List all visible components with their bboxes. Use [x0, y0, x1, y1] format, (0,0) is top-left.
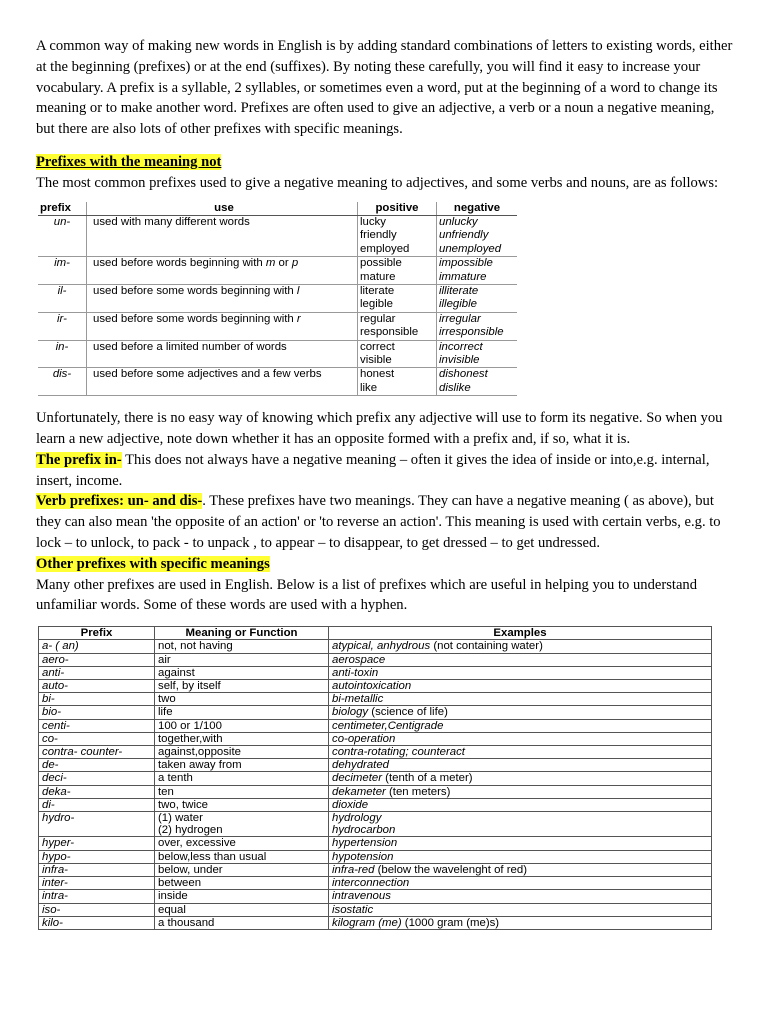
prefix-cell: dis- — [38, 368, 87, 396]
table-row — [39, 812, 712, 837]
example-word: hypotension — [332, 850, 394, 863]
examples-cell — [329, 890, 712, 903]
prefix-in-paragraph — [36, 450, 736, 492]
prefix-cell: a- ( an) — [39, 640, 155, 653]
table-row — [39, 746, 712, 759]
examples-cell — [329, 785, 712, 798]
section-prefixes-not — [36, 152, 736, 173]
table-row — [39, 732, 712, 745]
meaning-text: (1) water — [158, 812, 203, 825]
prefix-cell: iso- — [39, 903, 155, 916]
header-use: use — [87, 202, 358, 216]
meaning-text: a thousand — [158, 916, 215, 929]
table-row — [39, 693, 712, 706]
examples-cell — [329, 693, 712, 706]
section-text: The most common prefixes used to give a negative meaning to adjectives, and some verbs and nouns, are as follows: — [36, 174, 719, 191]
table-row — [39, 916, 712, 929]
example-word: dioxide — [332, 798, 369, 811]
positive-word: mature — [360, 270, 396, 283]
negative-word: illiterate — [439, 285, 479, 298]
header-negative: negative — [437, 202, 518, 216]
example-word: hydrocarbon — [332, 824, 396, 837]
meaning-cell — [155, 706, 329, 719]
example-word: anti-toxin — [332, 666, 379, 679]
example-word: hypertension — [332, 837, 398, 850]
example-word: dehydrated — [332, 759, 389, 772]
verb-prefixes-heading: Verb prefixes: un- and dis- — [36, 493, 203, 510]
prefix-cell: infra- — [39, 863, 155, 876]
negative-word: incorrect — [439, 340, 483, 353]
use-cell: used before some adjectives and a few verbs — [87, 368, 358, 396]
header-prefix: prefix — [38, 202, 87, 216]
examples-cell — [329, 719, 712, 732]
meaning-cell — [155, 798, 329, 811]
negative-word: impossible — [439, 257, 493, 270]
negative-prefix-table — [38, 202, 517, 397]
other-prefixes-text: Many other prefixes are used in English. Below is a list of prefixes which are useful in helping you to understand unfamiliar words. Some of these words are used with a hyphen. — [36, 576, 698, 614]
meaning-cell — [155, 666, 329, 679]
use-letter: l — [296, 285, 300, 298]
negative-cell — [437, 340, 518, 368]
table-row — [39, 653, 712, 666]
use-letter: p — [291, 257, 299, 270]
meaning-text: two, twice — [158, 798, 209, 811]
meaning-cell — [155, 680, 329, 693]
table-row — [38, 285, 517, 313]
negative-cell — [437, 368, 518, 396]
examples-cell — [329, 680, 712, 693]
example-word: isostatic — [332, 903, 374, 916]
meaning-cell — [155, 693, 329, 706]
meaning-text: against — [158, 666, 195, 679]
examples-cell — [329, 850, 712, 863]
negative-word: irresponsible — [439, 326, 504, 339]
positive-word: friendly — [360, 229, 397, 242]
table-row — [39, 706, 712, 719]
examples-cell — [329, 772, 712, 785]
prefix-cell: bio- — [39, 706, 155, 719]
prefix-cell: inter- — [39, 877, 155, 890]
prefix-cell: hydro- — [39, 812, 155, 837]
meaning-cell — [155, 877, 329, 890]
positive-cell — [358, 312, 437, 340]
meaning-text: below, under — [158, 863, 223, 876]
use-cell — [87, 257, 358, 285]
examples-cell — [329, 812, 712, 837]
prefix-meanings-table — [38, 626, 712, 930]
examples-cell — [329, 666, 712, 679]
example-note: (1000 gram (me)s) — [401, 916, 500, 929]
examples-cell — [329, 732, 712, 745]
prefix-cell: anti- — [39, 666, 155, 679]
other-prefixes-heading-line — [36, 554, 736, 575]
positive-word: literate — [360, 285, 395, 298]
table-row — [38, 215, 517, 256]
meaning-text: air — [158, 653, 171, 666]
prefix-cell: deka- — [39, 785, 155, 798]
table-row — [39, 877, 712, 890]
meaning-cell — [155, 903, 329, 916]
examples-cell — [329, 863, 712, 876]
examples-cell — [329, 746, 712, 759]
prefix-cell: intra- — [39, 890, 155, 903]
positive-word: visible — [360, 354, 392, 367]
use-letter: m — [265, 257, 276, 270]
prefix-cell: il- — [38, 285, 87, 313]
meaning-cell — [155, 890, 329, 903]
prefix-cell: contra- counter- — [39, 746, 155, 759]
example-word: dekameter — [332, 785, 386, 798]
meaning-cell — [155, 640, 329, 653]
verb-prefixes-paragraph — [36, 491, 736, 553]
verb-prefixes-text: . These prefixes have two meanings. They can have a negative meaning ( as above), but they can also mean 'the opposite of an action' or 'to reverse an action'. This meaning is used with certain verbs, e.g. to lock – to unlock, to pack - to unpack , to appear – to disappear, to get dressed – to get undressed. — [36, 493, 721, 552]
prefix-cell: kilo- — [39, 916, 155, 929]
negative-word: illegible — [439, 298, 477, 311]
use-cell: used with many different words — [87, 215, 358, 256]
example-word: interconnection — [332, 877, 410, 890]
use-text: or — [275, 257, 292, 270]
meaning-cell — [155, 759, 329, 772]
negative-word: immature — [439, 270, 487, 283]
meaning-cell — [155, 837, 329, 850]
meaning-cell — [155, 785, 329, 798]
negative-word: irregular — [439, 312, 481, 325]
table-row — [39, 850, 712, 863]
other-prefixes-heading: Other prefixes with specific meanings — [36, 555, 270, 572]
meaning-text: life — [158, 706, 173, 719]
table-row — [39, 785, 712, 798]
prefix-cell: bi- — [39, 693, 155, 706]
prefix-cell: deci- — [39, 772, 155, 785]
meaning-text: below,less than usual — [158, 850, 267, 863]
meaning-text: two — [158, 693, 176, 706]
examples-cell — [329, 798, 712, 811]
meaning-cell — [155, 653, 329, 666]
table-row — [39, 666, 712, 679]
example-word: autointoxication — [332, 680, 412, 693]
example-note: (tenth of a meter) — [382, 772, 473, 785]
table-row — [39, 759, 712, 772]
negative-word: dishonest — [439, 368, 488, 381]
positive-cell — [358, 215, 437, 256]
header-meaning: Meaning or Function — [155, 627, 329, 640]
document-page — [36, 36, 736, 930]
table-row — [39, 890, 712, 903]
prefix-cell: auto- — [39, 680, 155, 693]
meaning-text: a tenth — [158, 772, 193, 785]
meaning-text: self, by itself — [158, 680, 221, 693]
use-text: used before some words beginning with — [93, 312, 297, 325]
meaning-cell — [155, 863, 329, 876]
positive-word: lucky — [360, 215, 386, 228]
meaning-cell — [155, 812, 329, 837]
positive-cell — [358, 340, 437, 368]
meaning-cell — [155, 850, 329, 863]
table-row — [38, 312, 517, 340]
section-heading: Prefixes with the meaning not — [36, 153, 222, 170]
header-examples: Examples — [329, 627, 712, 640]
table-row — [39, 680, 712, 693]
meaning-text: equal — [158, 903, 186, 916]
example-note: (science of life) — [368, 706, 448, 719]
examples-cell — [329, 640, 712, 653]
use-cell — [87, 285, 358, 313]
negative-word: unlucky — [439, 215, 478, 228]
positive-word: honest — [360, 368, 395, 381]
meaning-text: ten — [158, 785, 174, 798]
negative-cell — [437, 215, 518, 256]
meaning-text: (2) hydrogen — [158, 824, 223, 837]
meaning-cell — [155, 746, 329, 759]
prefix-cell: aero- — [39, 653, 155, 666]
negative-word: invisible — [439, 354, 480, 367]
table-row — [38, 257, 517, 285]
table-row — [39, 719, 712, 732]
use-letter: r — [296, 312, 301, 325]
positive-word: regular — [360, 312, 396, 325]
positive-word: employed — [360, 242, 410, 255]
example-word: hydrology — [332, 812, 382, 825]
example-word: infra-red — [332, 863, 375, 876]
meaning-text: inside — [158, 890, 188, 903]
prefix-cell: un- — [38, 215, 87, 256]
prefix-cell: de- — [39, 759, 155, 772]
example-word: kilogram (me) — [332, 916, 402, 929]
meaning-cell — [155, 732, 329, 745]
meaning-text: 100 or 1/100 — [158, 719, 222, 732]
meaning-cell — [155, 719, 329, 732]
prefix-in-text: This does not always have a negative meaning – often it gives the idea of inside or into,e.g. internal, insert, income. — [36, 451, 710, 489]
table-row — [39, 837, 712, 850]
examples-cell — [329, 653, 712, 666]
positive-word: correct — [360, 340, 395, 353]
use-text: used before words beginning with — [93, 257, 266, 270]
positive-cell — [358, 368, 437, 396]
use-cell: used before a limited number of words — [87, 340, 358, 368]
positive-word: legible — [360, 298, 393, 311]
intro-paragraph: A common way of making new words in English is by adding standard combinations of letters to existing words, either at the beginning (prefixes) or at the end (suffixes). By noting these carefully, you will find it easy to increase your vocabulary. A prefix is a syllable, 2 syllables, or sometimes even a word, put at the beginning of a word to change its meaning or to make another word. Prefixes are often used to give an adjective, a verb or a noun a negative meaning, but there are also lots of other prefixes with specific meanings. — [36, 38, 733, 138]
example-word: decimeter — [332, 772, 383, 785]
prefix-cell: hypo- — [39, 850, 155, 863]
prefix-cell: centi- — [39, 719, 155, 732]
positive-word: like — [360, 381, 378, 394]
negative-word: unfriendly — [439, 229, 489, 242]
meaning-text: against,opposite — [158, 746, 241, 759]
positive-word: responsible — [360, 326, 419, 339]
negative-cell — [437, 285, 518, 313]
negative-cell — [437, 257, 518, 285]
use-cell — [87, 312, 358, 340]
table-row — [39, 772, 712, 785]
negative-cell — [437, 312, 518, 340]
positive-cell — [358, 257, 437, 285]
positive-cell — [358, 285, 437, 313]
example-word: aerospace — [332, 653, 386, 666]
prefix-cell: im- — [38, 257, 87, 285]
meaning-text: together,with — [158, 732, 223, 745]
table-row — [38, 368, 517, 396]
negative-word: dislike — [439, 381, 471, 394]
meaning-text: not, not having — [158, 640, 233, 653]
table-row — [39, 798, 712, 811]
examples-cell — [329, 903, 712, 916]
examples-cell — [329, 706, 712, 719]
prefix-cell: in- — [38, 340, 87, 368]
examples-cell — [329, 916, 712, 929]
use-text: used before some words beginning with — [93, 285, 297, 298]
table-row — [39, 903, 712, 916]
positive-word: possible — [360, 257, 402, 270]
example-word: atypical, anhydrous — [332, 640, 431, 653]
prefix-cell: ir- — [38, 312, 87, 340]
header-positive: positive — [358, 202, 437, 216]
example-note: (not containing water) — [430, 640, 543, 653]
example-word: centimeter,Centigrade — [332, 719, 444, 732]
prefix-cell: hyper- — [39, 837, 155, 850]
prefix-cell: di- — [39, 798, 155, 811]
example-word: contra-rotating; counteract — [332, 746, 465, 759]
meaning-text: taken away from — [158, 759, 242, 772]
prefix-in-heading: The prefix in- — [36, 451, 122, 468]
example-word: bi-metallic — [332, 693, 384, 706]
unfortunately-paragraph: Unfortunately, there is no easy way of knowing which prefix any adjective will use to form its negative. So when you learn a new adjective, note down whether it has an opposite formed with a prefix and, if so, what it is. — [36, 410, 723, 448]
examples-cell — [329, 877, 712, 890]
meaning-text: between — [158, 877, 202, 890]
meaning-text: over, excessive — [158, 837, 236, 850]
example-word: intravenous — [332, 890, 391, 903]
examples-cell — [329, 837, 712, 850]
example-note: (ten meters) — [385, 785, 451, 798]
table-row — [38, 340, 517, 368]
meaning-cell — [155, 772, 329, 785]
example-word: co-operation — [332, 732, 396, 745]
table-row — [39, 640, 712, 653]
prefix-cell: co- — [39, 732, 155, 745]
example-note: (below the wavelenght of red) — [374, 863, 528, 876]
example-word: biology — [332, 706, 369, 719]
examples-cell — [329, 759, 712, 772]
table-row — [39, 863, 712, 876]
meaning-cell — [155, 916, 329, 929]
negative-word: unemployed — [439, 242, 502, 255]
header-prefix: Prefix — [39, 627, 155, 640]
